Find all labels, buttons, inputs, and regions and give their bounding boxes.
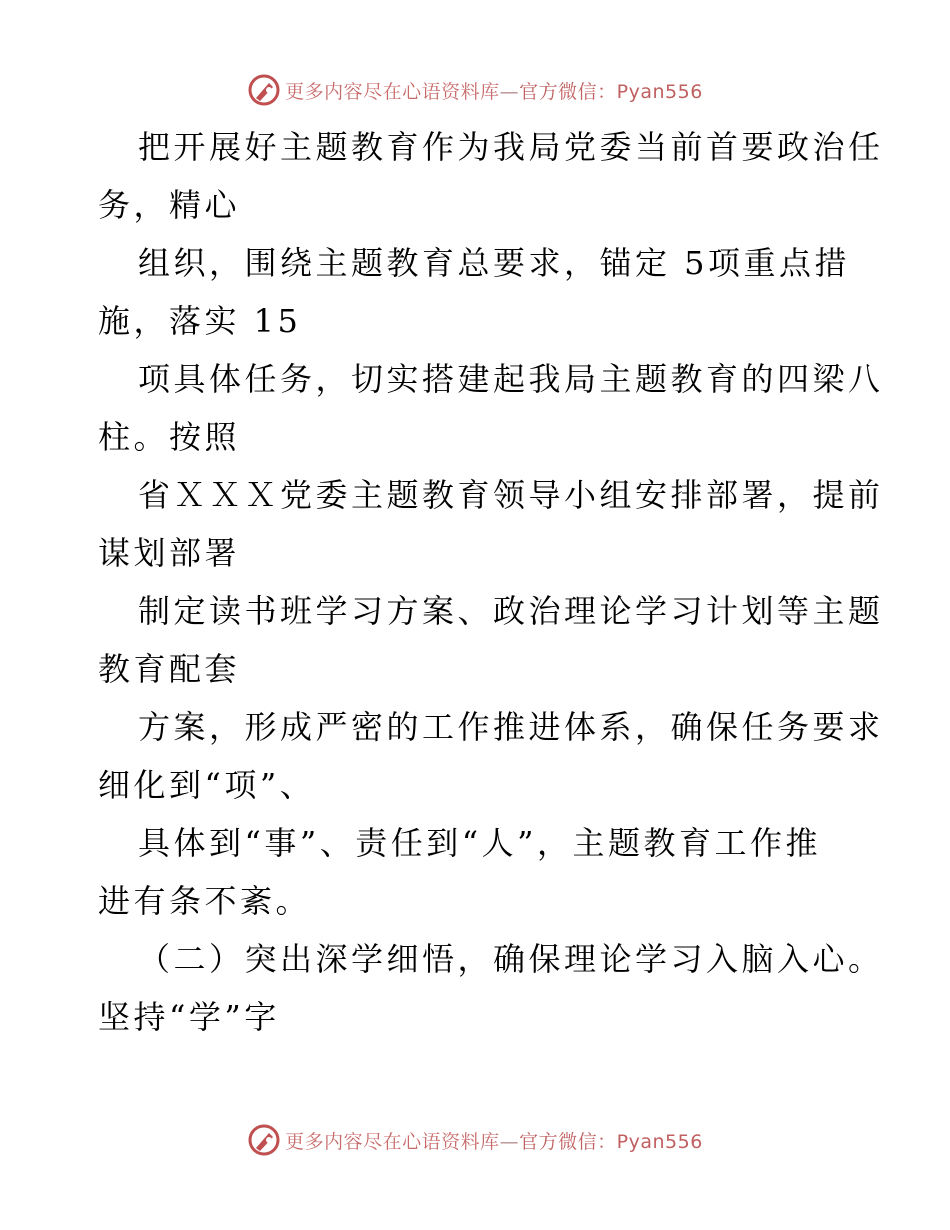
text-line: 具体到“事”、责任到“人”，主题教育工作推 bbox=[138, 824, 821, 862]
text-line: 省ＸＸＸ党委主题教育领导小组安排部署，提前 bbox=[138, 476, 884, 514]
text-line: 细化到“项”、 bbox=[98, 766, 316, 804]
text-line: 柱。按照 bbox=[98, 418, 241, 456]
text-line: 务，精心 bbox=[98, 186, 241, 224]
text-line: 坚持“学”字 bbox=[98, 998, 280, 1036]
text-line: 把开展好主题教育作为我局党委当前首要政治任 bbox=[138, 128, 884, 166]
text-line: 制定读书班学习方案、政治理论学习计划等主题 bbox=[138, 592, 884, 630]
pen-logo-icon bbox=[247, 73, 281, 107]
watermark-text: 更多内容尽在心语资料库—官方微信：Pyan556 bbox=[285, 80, 703, 103]
header-watermark bbox=[0, 70, 950, 110]
text-line: （二）突出深学细悟，确保理论学习入脑入心。 bbox=[138, 940, 884, 978]
watermark-text: 更多内容尽在心语资料库—官方微信：Pyan556 bbox=[285, 1130, 703, 1153]
footer-watermark bbox=[0, 1120, 950, 1160]
text-line: 方案，形成严密的工作推进体系，确保任务要求 bbox=[138, 708, 884, 746]
text-line: 组织，围绕主题教育总要求，锚定 5项重点措 bbox=[138, 244, 851, 282]
pen-logo-icon bbox=[247, 1123, 281, 1157]
text-line: 教育配套 bbox=[98, 650, 241, 688]
text-line: 进有条不紊。 bbox=[98, 882, 312, 920]
text-line: 项具体任务，切实搭建起我局主题教育的四梁八 bbox=[138, 360, 884, 398]
text-line: 施，落实 15 bbox=[98, 302, 302, 340]
text-line: 谋划部署 bbox=[98, 534, 241, 572]
document-body bbox=[98, 118, 884, 1046]
